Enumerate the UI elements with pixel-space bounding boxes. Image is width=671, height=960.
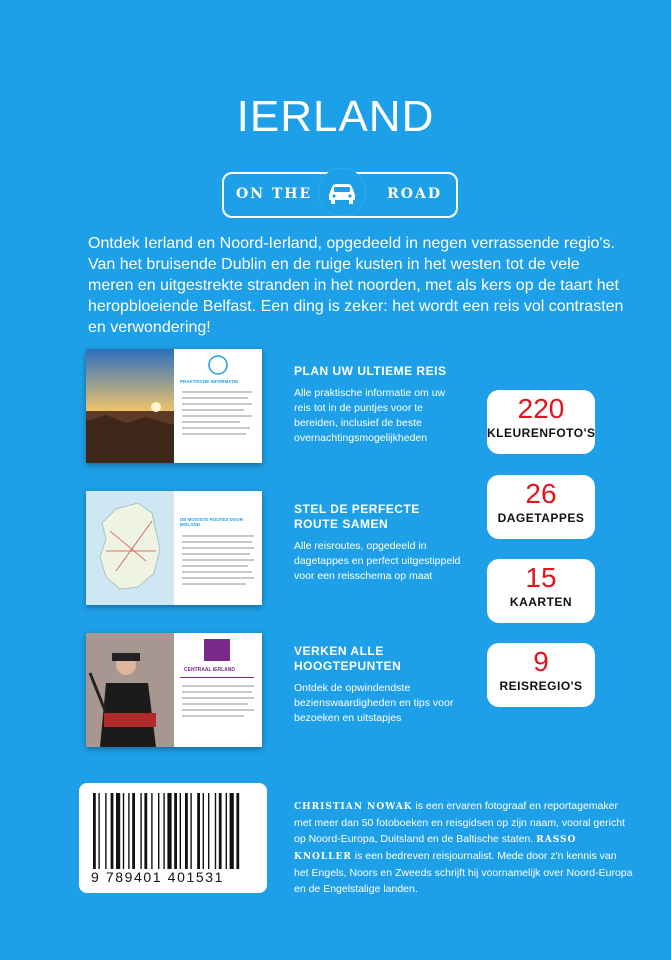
badge-left-text: ON THE xyxy=(236,186,313,202)
on-the-road-badge xyxy=(222,172,458,218)
author-text-2: is een bedreven reisjournalist. Mede door z'n kennis van het Engels, Noors en Zweeds schrijft hij voornamelijk over Noord-Europa en de Engelstalige landen. xyxy=(294,850,633,895)
badge-right-text: ROAD xyxy=(387,186,442,202)
page-heading: DE MOOISTE ROUTES DOOR IERLAND xyxy=(180,517,244,527)
piper-photo xyxy=(86,633,174,747)
stat-stages xyxy=(487,475,595,539)
author-bio xyxy=(294,798,634,897)
coast-photo xyxy=(86,349,174,463)
spread-practical-info xyxy=(86,349,262,463)
page-heading: CENTRAAL IERLAND xyxy=(184,667,236,673)
isbn-number: 9 789401 401531 xyxy=(91,869,224,885)
intro-paragraph: Ontdek Ierland en Noord-Ierland, opgedeeld in negen verrassende regio's. Van het bruisende Dublin en de ruige kusten in het westen tot de vele meren en uitgestrekte stranden in het noorden, met als kers op de taart het heropbloeiende Belfast. Een ding is zeker: het wordt een reis vol contrasten en verwondering! xyxy=(88,235,624,336)
author-name-1: CHRISTIAN NOWAK xyxy=(294,802,413,812)
stat-number: 9 xyxy=(533,646,549,677)
stat-label: REISREGIO'S xyxy=(499,679,583,693)
stat-number: 15 xyxy=(525,562,557,593)
ireland-map xyxy=(86,491,174,605)
page-heading: PRAKTISCHE INFORMATIE xyxy=(180,379,239,384)
feature-title: VERKEN ALLE HOOGTEPUNTEN xyxy=(294,644,402,673)
car-icon xyxy=(318,168,366,216)
spread-routes xyxy=(86,491,262,605)
feature-text: Alle praktische informatie om uw reis tot in de puntjes voor te bereiden, inclusief de beste overnachtingsmogelijkheden xyxy=(294,387,446,444)
feature-highlights xyxy=(294,644,464,726)
barcode-bars xyxy=(93,793,257,869)
feature-text: Alle reisroutes, opgedeeld in dagetappes en perfect uitgestippeld voor een reisschema op maat xyxy=(294,540,461,582)
stat-label: DAGETAPPES xyxy=(497,511,585,525)
isbn-barcode xyxy=(79,783,267,893)
feature-title: PLAN UW ULTIEME REIS xyxy=(294,364,447,378)
spread-highlights xyxy=(86,633,262,747)
feature-route xyxy=(294,502,464,584)
author-text-1: is een ervaren fotograaf en reportagemaker met meer dan 50 fotoboeken en reisgidsen op zijn naam, vooral gericht op Noord-Europa, Duitsland en de Baltische staten. xyxy=(294,800,625,845)
stat-regions xyxy=(487,643,595,707)
book-title: IERLAND xyxy=(236,92,435,141)
stat-photos xyxy=(487,390,595,454)
feature-plan xyxy=(294,364,464,446)
feature-title: STEL DE PERFECTE ROUTE SAMEN xyxy=(294,502,420,531)
stat-label: KLEURENFOTO'S xyxy=(487,426,596,440)
stat-label: KAARTEN xyxy=(509,595,573,609)
feature-text: Ontdek de opwindendste bezienswaardigheden en tips voor bezoeken en uitstapjes xyxy=(294,682,454,724)
stat-number: 220 xyxy=(517,393,565,424)
author-name-2: RASSO KNOLLER xyxy=(294,835,577,862)
stat-number: 26 xyxy=(525,478,557,509)
stat-maps xyxy=(487,559,595,623)
